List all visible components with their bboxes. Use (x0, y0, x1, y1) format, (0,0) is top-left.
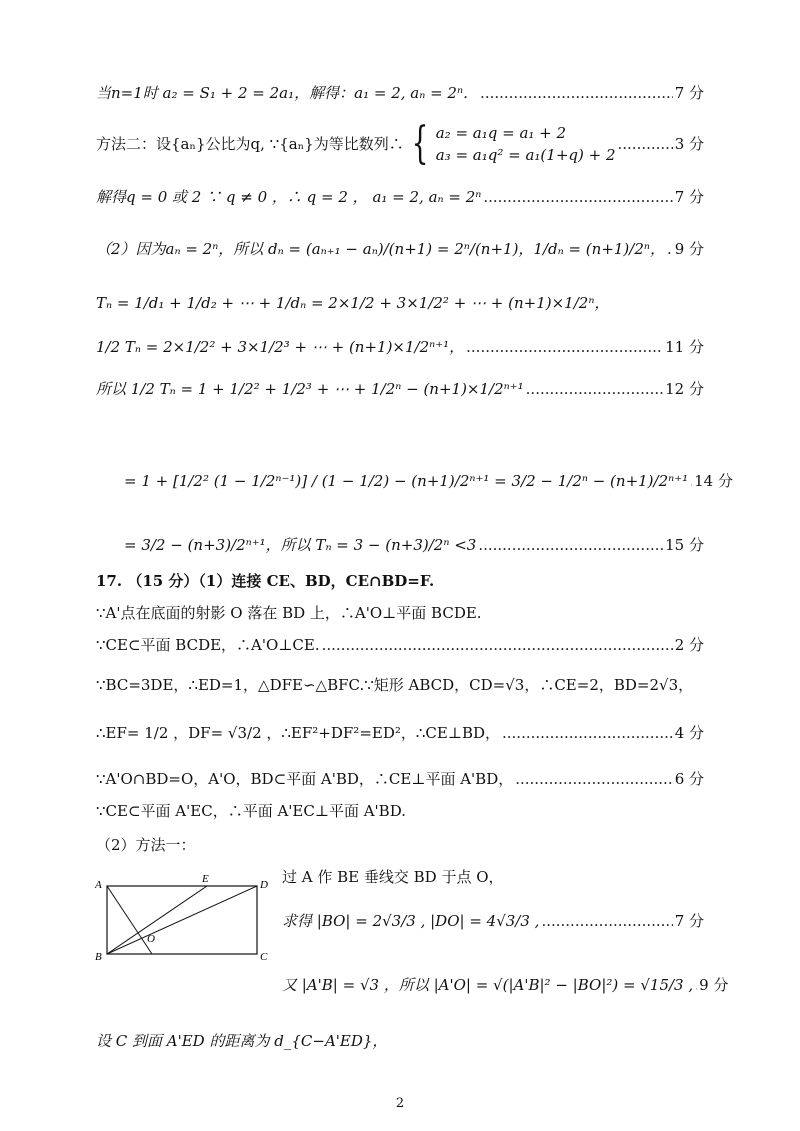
leader-dots (688, 470, 692, 492)
line-text: 所以 1/2 Tₙ = 1 + 1/2² + 1/2³ + ⋯ + 1/2ⁿ − (n+1)×1/2ⁿ⁺¹ (96, 380, 524, 398)
solution-line-19 (282, 910, 704, 932)
leader-dots (524, 378, 663, 400)
solution-line-3 (96, 186, 704, 208)
line-text: ∵CE⊂平面 A'EC，∴平面 A'EC⊥平面 A'BD. (96, 802, 406, 820)
solution-line-12 (96, 634, 704, 656)
score-label: 3 分 (674, 135, 704, 153)
line-text: ∴EF= 1/2 ，DF= √3/2 ，∴EF²+DF²=ED²，∴CE⊥BD， (96, 724, 500, 742)
score-label: 12 分 (665, 380, 704, 398)
score-label: 9 分 (674, 240, 704, 258)
score-label: 11 分 (665, 338, 704, 356)
score-label: 7 分 (674, 912, 704, 930)
equation-2: a₃ = a₁q² = a₁(1+q) + 2 (435, 146, 616, 164)
segment-be (107, 886, 207, 954)
solution-line-4 (96, 238, 704, 260)
line-text: 过 A 作 BE 垂线交 BD 于点 O， (282, 868, 504, 886)
leader-dots (513, 768, 672, 790)
line-text: （2）因为aₙ = 2ⁿ，所以 dₙ = (aₙ₊₁ − aₙ)/(n+1) = 2ⁿ/(n+1)，1/dₙ = (n+1)/2ⁿ， (96, 240, 665, 258)
line-text: Tₙ = 1/d₁ + 1/d₂ + ⋯ + 1/dₙ = 2×1/2 + 3×1/2² + ⋯ + (n+1)×1/2ⁿ， (96, 294, 610, 312)
equation-1: a₂ = a₁q = a₁ + 2 (435, 124, 567, 142)
leader-dots (693, 974, 697, 996)
equation-system (436, 122, 616, 166)
line-text: 又 |A'B| = √3 ，所以 |A'O| = √(|A'B|² − |BO|²) = √15/3 , (282, 976, 694, 994)
line-text: 设 C 到面 A'ED 的距离为 d_{C−A'ED}， (96, 1032, 388, 1050)
label-a: A (95, 879, 102, 891)
solution-line-5 (96, 292, 704, 314)
score-label: 4 分 (674, 724, 704, 742)
line-text: ∵A'O∩BD=O，A'O，BD⊂平面 A'BD，∴CE⊥平面 A'BD， (96, 770, 514, 788)
solution-line-21 (96, 1030, 704, 1052)
solution-line-8 (96, 470, 733, 492)
line-text: 求得 |BO| = 2√3/3 , |DO| = 4√3/3 , (282, 912, 540, 930)
leader-dots (539, 910, 672, 932)
solution-line-14 (96, 722, 704, 744)
score-label: 9 分 (699, 976, 729, 994)
leader-dots (616, 120, 673, 168)
label-e: E (202, 873, 209, 885)
solution-line-15 (96, 768, 704, 790)
leader-dots (500, 722, 673, 744)
line-text: 1/2 Tₙ = 2×1/2² + 3×1/2³ + ⋯ + (n+1)×1/2ⁿ⁺¹， (96, 338, 465, 356)
leader-dots (478, 82, 673, 104)
solution-line-9 (96, 534, 704, 556)
leader-dots (476, 534, 663, 556)
label-c: C (260, 951, 268, 962)
line-text: 解得q = 0 或 2 ∵ q ≠ 0 ，∴ q = 2 ， a₁ = 2, aₙ = 2ⁿ (96, 188, 482, 206)
solution-line-6 (96, 336, 704, 358)
leader-dots (464, 336, 663, 358)
line-text: 当n=1时 a₂ = S₁ + 2 = 2a₁，解得：a₁ = 2, aₙ = 2ⁿ． (96, 84, 479, 102)
line-text: 17. （15 分）（1）连接 CE、BD，CE∩BD=F. (96, 572, 435, 590)
score-label: 15 分 (665, 536, 704, 554)
label-d: D (260, 879, 268, 891)
solution-line-16 (96, 800, 704, 822)
score-label: 7 分 (674, 188, 704, 206)
leader-dots (320, 634, 673, 656)
solution-line-1 (96, 82, 704, 104)
score-label: 2 分 (674, 636, 704, 654)
line-text: = 3/2 − (n+3)/2ⁿ⁺¹，所以 Tₙ = 3 − (n+3)/2ⁿ <3 (124, 536, 477, 554)
rectangle-diagram (92, 872, 272, 962)
line-text: （2）方法一： (96, 836, 196, 854)
score-label: 7 分 (674, 84, 704, 102)
solution-line-2 (96, 120, 704, 168)
leader-dots (665, 238, 673, 260)
solution-line-7 (96, 378, 704, 400)
solution-line-17 (96, 834, 704, 856)
line-text: = 1 + [1/2² (1 − 1/2ⁿ⁻¹)] / (1 − 1/2) − (n+1)/2ⁿ⁺¹ = 3/2 − 1/2ⁿ − (n+1)/2ⁿ⁺¹ (124, 472, 689, 490)
line-text: ∵CE⊂平面 BCDE，∴A'O⊥CE. (96, 636, 320, 654)
score-label: 6 分 (674, 770, 704, 788)
solution-line-13 (96, 674, 704, 696)
solution-line-20 (282, 974, 729, 996)
line-text: 方法二：设{aₙ}公比为q, ∵{aₙ}为等比数列∴ (96, 135, 404, 153)
line-text: ∵A'点在底面的射影 O 落在 BD 上，∴A'O⊥平面 BCDE. (96, 604, 482, 622)
score-label: 14 分 (694, 472, 733, 490)
page-number: 2 (395, 1096, 405, 1111)
problem-17-heading (96, 570, 704, 592)
brace-icon: { (411, 118, 429, 169)
label-b: B (95, 951, 102, 962)
label-o: O (147, 933, 155, 945)
line-text: ∵BC=3DE，∴ED=1，△DFE∽△BFC.∵矩形 ABCD，CD=√3，∴CE=2，BD=2√3， (96, 676, 694, 694)
leader-dots (481, 186, 672, 208)
solution-line-18 (282, 866, 704, 888)
solution-line-11 (96, 602, 704, 624)
